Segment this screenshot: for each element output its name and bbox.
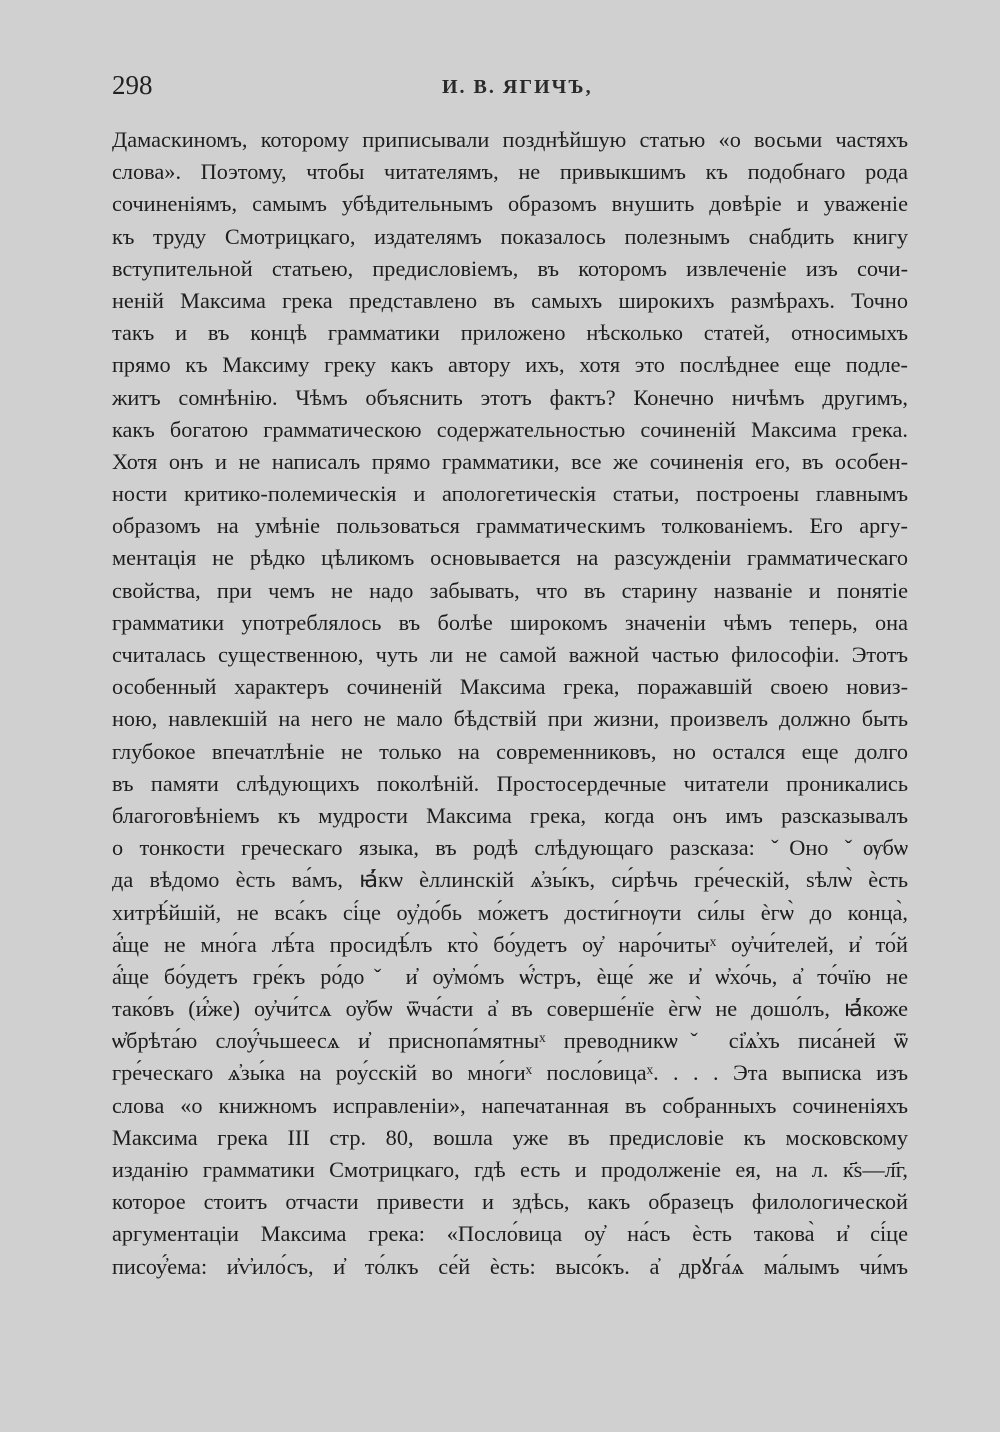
body-text [112,124,908,1283]
text-line: а҆́ще бо́удетъ гре́къ ро́доˇ и҆ оу҆мо́мъ ѡ҆́стръ, ѐще́ же и҆ ѡ҆хо́чь, а҆ то́чїю не [112,963,908,989]
text-line: ѡ҆брѣта́ю слоу҆́чьшеесѧ и҆ приснопа́мятныˣ преводникѡˇ сі҆ѧ҆хъ писа́ней ѿ [112,1028,908,1054]
text-line: прямо къ Максиму греку какъ автору ихъ, хотя это послѣднее еще подле- [112,352,908,378]
page-header [112,70,908,104]
text-line: вступительной статьею, предисловіемъ, въ которомъ извлеченіе изъ сочи- [112,255,908,281]
text-line: Дамаскиномъ, которому приписывали позднѣйшую статью «о восьми частяхъ [112,127,908,152]
text-line: неній Максима грека представлено въ самыхъ широкихъ размѣрахъ. Точно [112,287,908,313]
text-line: образомъ на умѣніе пользоваться грамматическимъ толкованіемъ. Его аргу- [112,513,908,539]
text-line: да вѣдомо ѐсть ва́мъ, ꙗ҆́кѡ ѐллинскій ѧ҆зы́къ, си́рѣчь гре́ческій, ѕѣлѡ̀ ѐсть [112,867,908,893]
text-line: ною, навлекшій на него не мало бѣдствій при жизни, произвелъ должно быть [112,706,908,732]
text-line: которое стоитъ отчасти привести и здѣсь, какъ образецъ филологической [112,1189,908,1215]
running-head: И. В. ЯГИЧЪ, [442,76,593,98]
text-line: писоу҆́ема: и҆ѵ҆ило́съ, и҆ то́лкъ се́й ѐсть: высо́къ. а҆ дрꙋга́ѧ ма́лымъ чи́мъ [112,1253,908,1279]
text-line: гре́ческаго ѧ҆зы́ка на роу́сскій во мно́гиˣ посло́вицаˣ. . . . Эта выписка изъ [112,1060,908,1086]
text-line: о тонкости греческаго языка, въ родѣ слѣдующаго разсказа: ˇОно ˇѹбѡ [112,835,908,861]
text-line: къ труду Смотрицкаго, издателямъ показалось полезнымъ снабдить книгу [112,223,908,249]
text-line: считалась существенною, чуть ли не самой важной частью философіи. Этотъ [112,642,908,667]
page-number: 298 [112,70,153,100]
text-line: какъ богатою грамматическою содержательностью сочиненій Максима грека. [112,416,908,442]
text-line: глубокое впечатлѣніе не только на современниковъ, но остался еще долго [112,738,908,764]
text-line: слова «о книжномъ исправленіи», напечатанная въ собранныхъ сочиненіяхъ [112,1092,908,1118]
text-line: а҆́ще не мно́га лѣ́та просидѣ́лъ кто̀ бо́удетъ оу҆ наро́читыˣ оу҆чи́телей, и҆ то́й [112,931,908,957]
text-line: хитрѣ́йшій, не вса́къ сі́це оу҆до́бь мо́жетъ дости́гнѹти си́лы ѐгѡ̀ до конца̀, [112,899,908,925]
text-line: въ памяти слѣдующихъ поколѣній. Простосердечные читатели проникались [112,770,908,796]
text-line: житъ сомнѣнію. Чѣмъ объяснить этотъ фактъ? Конечно ничѣмъ другимъ, [112,384,908,410]
text-line: благоговѣніемъ къ мудрости Максима грека, когда онъ имъ разсказывалъ [112,802,908,828]
text-line: ментація не рѣдко цѣликомъ основывается на разсужденіи грамматическаго [112,545,908,571]
text-line: свойства, при чемъ не надо забывать, что въ старину названіе и понятіе [112,577,908,603]
text-line: аргументаціи Максима грека: «Посло́вица оу҆ на́съ ѐсть такова̀ и҆ сі́це [112,1221,908,1247]
text-line: такъ и въ концѣ грамматики приложено нѣсколько статей, относимыхъ [112,320,908,346]
text-line: особенный характеръ сочиненій Максима грека, поражавшій своею новиз- [112,674,908,700]
text-line: тако́въ (и҆́же) оу҆чи́тсѧ оу҆бѡ ѿча́сти а҆ въ соверше́нїе ѐгѡ̀ не дошо́лъ, ꙗ҆́коже [112,996,908,1022]
text-line: Максима грека III стр. 80, вошла уже въ предисловіе къ московскому [112,1124,908,1150]
text-line: ности критико-полемическія и апологетическія статьи, построены главнымъ [112,481,908,507]
text-line: изданію грамматики Смотрицкаго, гдѣ есть и продолженіе ея, на л. к҃ѕ—л҃г, [112,1157,908,1182]
text-line: грамматики употреблялось въ болѣе широкомъ значеніи чѣмъ теперь, она [112,609,908,635]
text-line: сочиненіямъ, самымъ убѣдительнымъ образомъ внушить довѣріе и уваженіе [112,191,908,217]
text-line: слова». Поэтому, чтобы читателямъ, не привыкшимъ къ подобнаго рода [112,159,908,185]
text-line: Хотя онъ и не написалъ прямо грамматики, все же сочиненія его, въ особен- [112,448,908,474]
